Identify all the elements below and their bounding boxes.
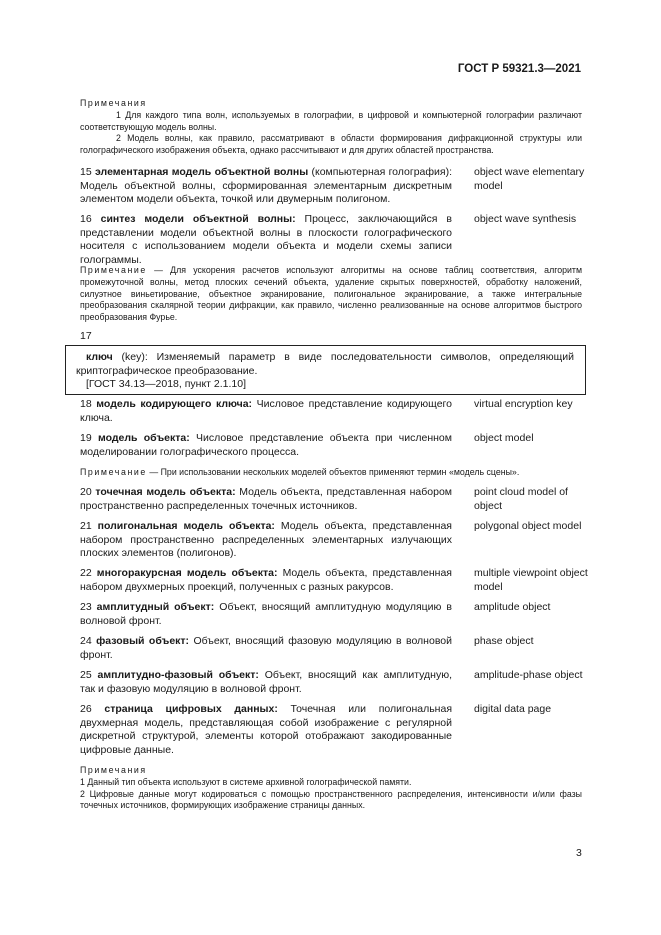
term-number: 26	[80, 703, 92, 715]
term-entry-17	[76, 351, 574, 378]
term-name: многоракурсная модель объекта:	[96, 567, 278, 579]
note-item: 2 Цифровые данные могут кодироваться с помощью пространственного распределения, интенсивности и/или фазы точечных источников, формирующих изображение страницы данных.	[80, 788, 582, 811]
term-entry-26	[80, 703, 452, 757]
term-english-19: object model	[474, 432, 534, 444]
term-definition: Объект, вносящий как амплитудную, так и фазовую модуляцию в волновой фронт.	[80, 669, 452, 695]
term-definition: Объект, вносящий амплитудную модуляцию в волновой фронт.	[80, 601, 452, 627]
term-name: модель объекта:	[97, 432, 190, 444]
term-english-25: amplitude-phase object	[474, 669, 583, 681]
term-english-24: phase object	[474, 635, 534, 647]
term-entry-15	[80, 166, 452, 207]
term-definition: Числовое представление кодирующего ключа.	[80, 398, 452, 424]
term-name: ключ	[86, 351, 113, 363]
term-definition: Объект, вносящий фазовую модуляцию в волновой фронт.	[80, 635, 452, 661]
note-item: 1 Для каждого типа волн, используемых в голографии, в цифровой и компьютерной голографии различают соответствующую модель волны.	[80, 109, 582, 132]
term-entry-20	[80, 486, 452, 513]
term-definition: (key): Изменяемый параметр в виде последовательности символов, определяющий криптографическое преобразование.	[76, 351, 574, 377]
term-entry-23	[80, 601, 452, 628]
term-name: модель кодирующего ключа:	[96, 398, 253, 410]
term-english-26: digital data page	[474, 703, 552, 715]
term-number: 15	[80, 166, 92, 178]
term-name: амплитудно-фазовый объект:	[97, 669, 259, 681]
note-item: 2 Модель волны, как правило, рассматривают в области формирования дифракционной структуры или голографического изображения объекта, однако рассчитывают и для других областей пространства.	[80, 133, 582, 156]
term-entry-18	[80, 398, 452, 425]
document-number: ГОСТ Р 59321.3—2021	[457, 63, 581, 75]
term-number: 23	[80, 601, 92, 613]
note-text: Примечание — При использовании нескольких моделей объектов применяют термин «модель сцены».	[80, 467, 520, 477]
term-entry-24	[80, 635, 452, 662]
term-name: синтез модели объектной волны:	[100, 213, 296, 225]
term-number: 21	[80, 520, 92, 532]
term-name: фазовый объект:	[96, 635, 190, 647]
term-definition: Модель объекта, представленная набором пространственно распределенных точечных источников.	[80, 486, 453, 512]
notes-title: Примечания	[80, 765, 147, 775]
term-name: страница цифровых данных:	[104, 703, 278, 715]
term-number: 24	[80, 635, 92, 647]
term-number: 22	[80, 567, 92, 579]
term-entry-25	[80, 669, 452, 696]
term-definition: Модель объекта, представленная набором двухмерных проекций, полученных с разных ракурсов.	[80, 567, 452, 593]
term-definition: Числовое представление объекта при численном моделировании голографического процесса.	[80, 432, 452, 458]
term-number-17: 17	[80, 330, 92, 342]
term-number: 16	[80, 213, 92, 225]
term-name: элементарная модель объектной волны	[95, 166, 309, 178]
note-text: Примечание — Для ускорения расчетов используют алгоритмы на основе таблиц соответствия, алгоритм промежуточной волны, метод плоских сечений объекта, удаление скрытых поверхностей, обработку наложений, силуэтное виньетирование, объектное экранирование, полигональное экранирование, а также интегральные преобразования скалярной теории дифракции, как правило, численно реализованные на основе алгоритмов быстрого преобразования Фурье.	[80, 265, 582, 323]
term-name: амплитудный объект:	[96, 601, 215, 613]
term-english-22: multiple viewpoint object model	[474, 567, 588, 593]
term-english-16: object wave synthesis	[474, 213, 577, 225]
notes-block-1	[80, 98, 582, 157]
term-name: точечная модель объекта:	[95, 486, 236, 498]
term-number: 19	[80, 432, 92, 444]
note-item: 1 Данный тип объекта используют в системе архивной голографической памяти.	[80, 776, 412, 787]
term-definition: Процесс, заключающийся в представлении модели объектной волны в плоскости голографического носителя с использованием модели объекта и модели схемы записи голограммы.	[80, 213, 452, 266]
term-reference: [ГОСТ 34.13—2018, пункт 2.1.10]	[86, 378, 246, 391]
term-entry-19	[80, 432, 452, 459]
term-english-20: point cloud model of object	[474, 486, 568, 512]
notes-block-26	[80, 765, 582, 812]
term-english-21: polygonal object model	[474, 520, 582, 532]
term-entry-21	[80, 520, 452, 561]
term-definition: Модель объекта, представленная набором пространственно распределенных элементарных излучающих плоских элементов (полигонов).	[80, 520, 452, 560]
term-english-15: object wave elementary model	[474, 166, 585, 192]
note-block-19	[80, 467, 582, 479]
term-number: 20	[80, 486, 92, 498]
term-definition: (компьютерная голография): Модель объектной волны, сформированная элементарным дискретным элементом модели объекта, точкой или двумерным полигоном.	[80, 166, 452, 206]
term-definition: Точечная или полигональная двухмерная модель, представляющая собой изображение с регулярной дискретной структурой, элементы которой отображают закодированные цифровые данные.	[80, 703, 453, 756]
term-number: 25	[80, 669, 92, 681]
term-english-18: virtual encryption key	[474, 398, 573, 410]
page-number: 3	[576, 847, 582, 859]
notes-title: Примечания	[80, 98, 147, 108]
term-entry-16	[80, 213, 452, 267]
quoted-term-box	[65, 345, 586, 395]
term-number: 18	[80, 398, 92, 410]
term-name: полигональная модель объекта:	[97, 520, 275, 532]
term-english-23: amplitude object	[474, 601, 551, 613]
term-entry-22	[80, 567, 452, 594]
note-block-16	[80, 265, 582, 324]
